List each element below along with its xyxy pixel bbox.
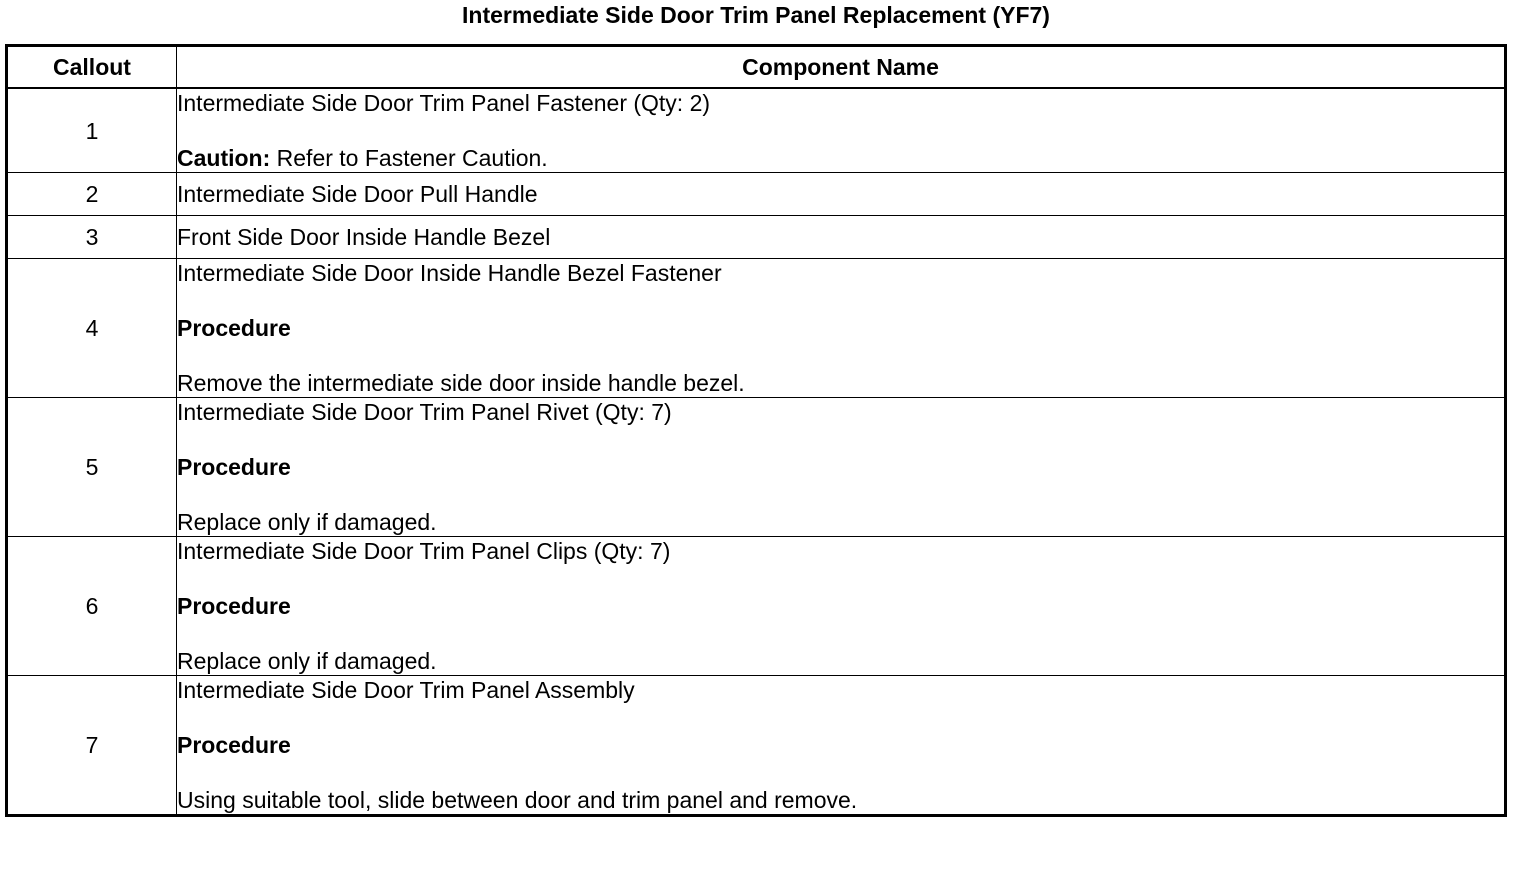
component-name: Intermediate Side Door Inside Handle Bezel Fastener	[177, 260, 722, 286]
table-row	[7, 88, 1506, 173]
procedure-label: Procedure	[177, 454, 291, 480]
callout-cell: 6	[7, 537, 177, 676]
header-callout: Callout	[7, 46, 177, 89]
procedure-label: Procedure	[177, 593, 291, 619]
procedure-text: Replace only if damaged.	[177, 648, 437, 674]
table-header-row	[7, 46, 1506, 89]
procedure-text: Remove the intermediate side door inside handle bezel.	[177, 370, 745, 396]
header-component-name: Component Name	[177, 46, 1506, 89]
callout-cell: 7	[7, 676, 177, 816]
procedure-text: Replace only if damaged.	[177, 509, 437, 535]
callout-cell: 4	[7, 259, 177, 398]
caution-note	[177, 144, 1504, 172]
page-title: Intermediate Side Door Trim Panel Replacement (YF7)	[462, 2, 1050, 28]
procedure-label: Procedure	[177, 315, 291, 341]
caution-label: Caution:	[177, 145, 271, 171]
callout-cell: 2	[7, 173, 177, 216]
caution-text: Refer to Fastener Caution.	[270, 145, 548, 171]
procedure-text: Using suitable tool, slide between door and trim panel and remove.	[177, 787, 858, 813]
component-name: Intermediate Side Door Trim Panel Rivet (Qty: 7)	[177, 399, 672, 425]
component-name-cell	[177, 676, 1506, 816]
component-name-cell	[177, 216, 1506, 259]
component-name-cell	[177, 537, 1506, 676]
components-table	[5, 44, 1507, 817]
table-row	[7, 173, 1506, 216]
table-row	[7, 398, 1506, 537]
component-name-cell	[177, 398, 1506, 537]
component-name-cell	[177, 173, 1506, 216]
callout-cell: 1	[7, 88, 177, 173]
table-row	[7, 537, 1506, 676]
component-name: Intermediate Side Door Trim Panel Assembly	[177, 677, 635, 703]
component-name-cell	[177, 88, 1506, 173]
component-name: Front Side Door Inside Handle Bezel	[177, 224, 551, 250]
component-name: Intermediate Side Door Trim Panel Fastener (Qty: 2)	[177, 90, 711, 116]
table-row	[7, 216, 1506, 259]
component-name: Intermediate Side Door Pull Handle	[177, 181, 538, 207]
procedure-label: Procedure	[177, 732, 291, 758]
component-name-cell	[177, 259, 1506, 398]
callout-cell: 5	[7, 398, 177, 537]
table-row	[7, 259, 1506, 398]
table-row	[7, 676, 1506, 816]
component-name: Intermediate Side Door Trim Panel Clips (Qty: 7)	[177, 538, 671, 564]
callout-cell: 3	[7, 216, 177, 259]
